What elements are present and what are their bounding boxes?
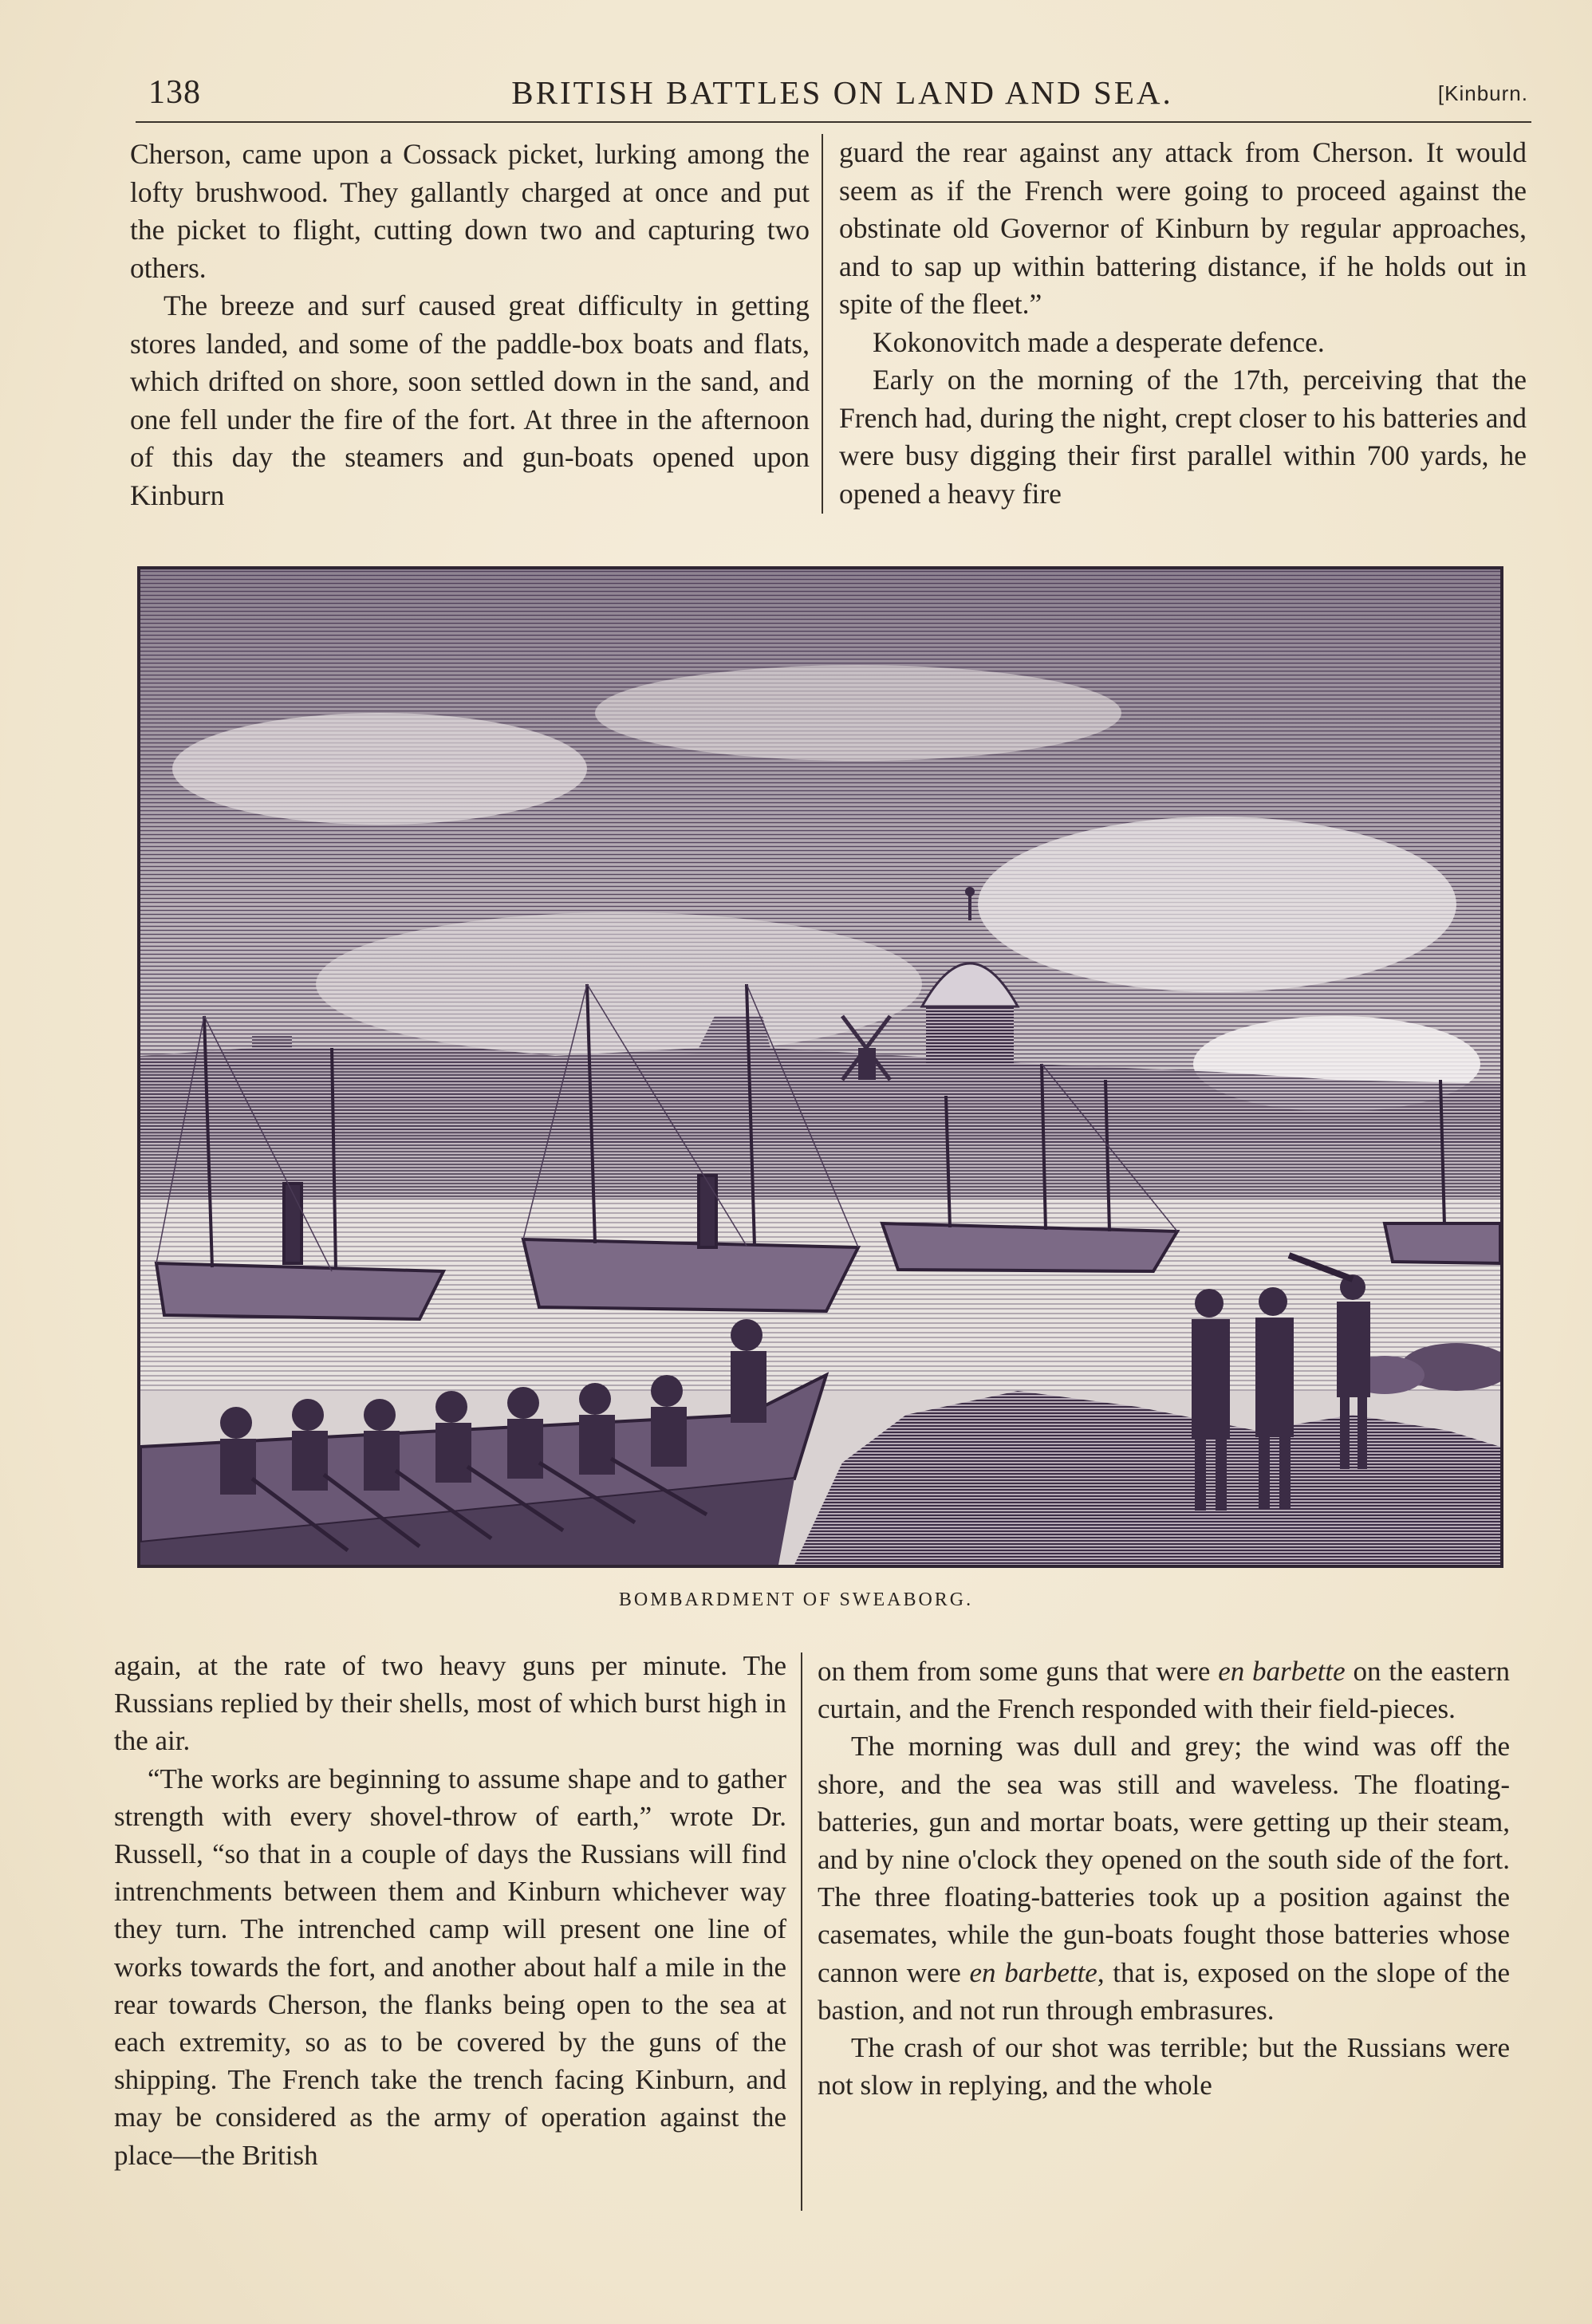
engraving-bombardment-illustration: [137, 566, 1503, 1568]
section-tag: [Kinburn.: [1437, 81, 1528, 105]
bottom-right-column: [818, 1652, 1510, 2104]
paragraph: [818, 1652, 1510, 1727]
text-run: , that is, exposed on the slope of the bastion, and not run through embrasures.: [818, 1956, 1510, 2026]
paragraph: [818, 1727, 1510, 2029]
column-rule: [822, 134, 823, 514]
italic-term: en barbette: [1218, 1656, 1346, 1687]
paragraph: again, at the rate of two heavy guns per minute. The Russians replied by their shells, most of which burst high in the air.: [114, 1650, 786, 1757]
engraving-drawing: [140, 569, 1500, 1565]
paragraph: guard the rear against any attack from Cherson. It would seem as if the French were going to proceed against the obstinate old Governor of Kinburn by regular approaches, and to sap up within battering distance, if he holds out in spite of the fleet.”: [839, 136, 1527, 320]
text-run: The morning was dull and grey; the wind was off the shore, and the sea was still and waveless. The floating-batteries, gun and mortar boats, were getting up their steam, and by nine o'clock they opened on the south side of the fort. The three floating-batteries took up a position against the casemates, while the gun-boats fought those batteries whose cannon were: [818, 1731, 1510, 1988]
header-rule: [136, 121, 1531, 123]
paragraph: Kokonovitch made a desperate defence.: [873, 325, 1325, 358]
paragraph: Cherson, came upon a Cossack picket, lurking among the lofty brushwood. They gallantly charged at once and put the picket to flight, cutting down two and capturing two others.: [130, 138, 810, 284]
book-title: BRITISH BATTLES ON LAND AND SEA.: [511, 74, 1173, 111]
column-rule: [801, 1652, 802, 2211]
page-number: 138: [148, 74, 201, 111]
italic-term: en barbette: [969, 1956, 1097, 1988]
text-run: on the eastern curtain, and the French responded with their field-pieces.: [818, 1656, 1510, 1725]
running-head: [148, 73, 1528, 121]
paragraph: Early on the morning of the 17th, perceiving that the French had, during the night, crept closer to his batteries and were busy digging their first parallel within 700 yards, he opened a heavy fire: [839, 364, 1527, 510]
paragraph: The breeze and surf caused great difficulty in getting stores landed, and some of the paddle-box boats and flats, which drifted on shore, soon settled down in the sand, and one fell under the fire of the fort. At three in the afternoon of this day the steamers and gun-boats opened upon Kinburn: [130, 290, 810, 511]
top-right-column: [839, 134, 1527, 513]
top-left-column: [130, 136, 810, 514]
text-run: on them from some guns that were: [818, 1656, 1219, 1687]
paragraph: “The works are beginning to assume shape and to gather strength with every shovel-throw of earth,” wrote Dr. Russell, “so that in a couple of days the Russians will find intrenchments between them and Kinburn whichever way they turn. The intrenched camp will present one line of works towards the fort, and another about half a mile in the rear towards Cherson, the flanks being open to the sea at each extremity, so as to be covered by the guns of the shipping. The French take the trench facing Kinburn, and may be considered as the army of operation against the place—the British: [114, 1763, 786, 2171]
illustration-caption: BOMBARDMENT OF SWEABORG.: [618, 1589, 974, 1610]
bottom-left-column: [114, 1647, 786, 2174]
paragraph: The crash of our shot was terrible; but the Russians were not slow in replying, and the whole: [818, 2032, 1510, 2101]
